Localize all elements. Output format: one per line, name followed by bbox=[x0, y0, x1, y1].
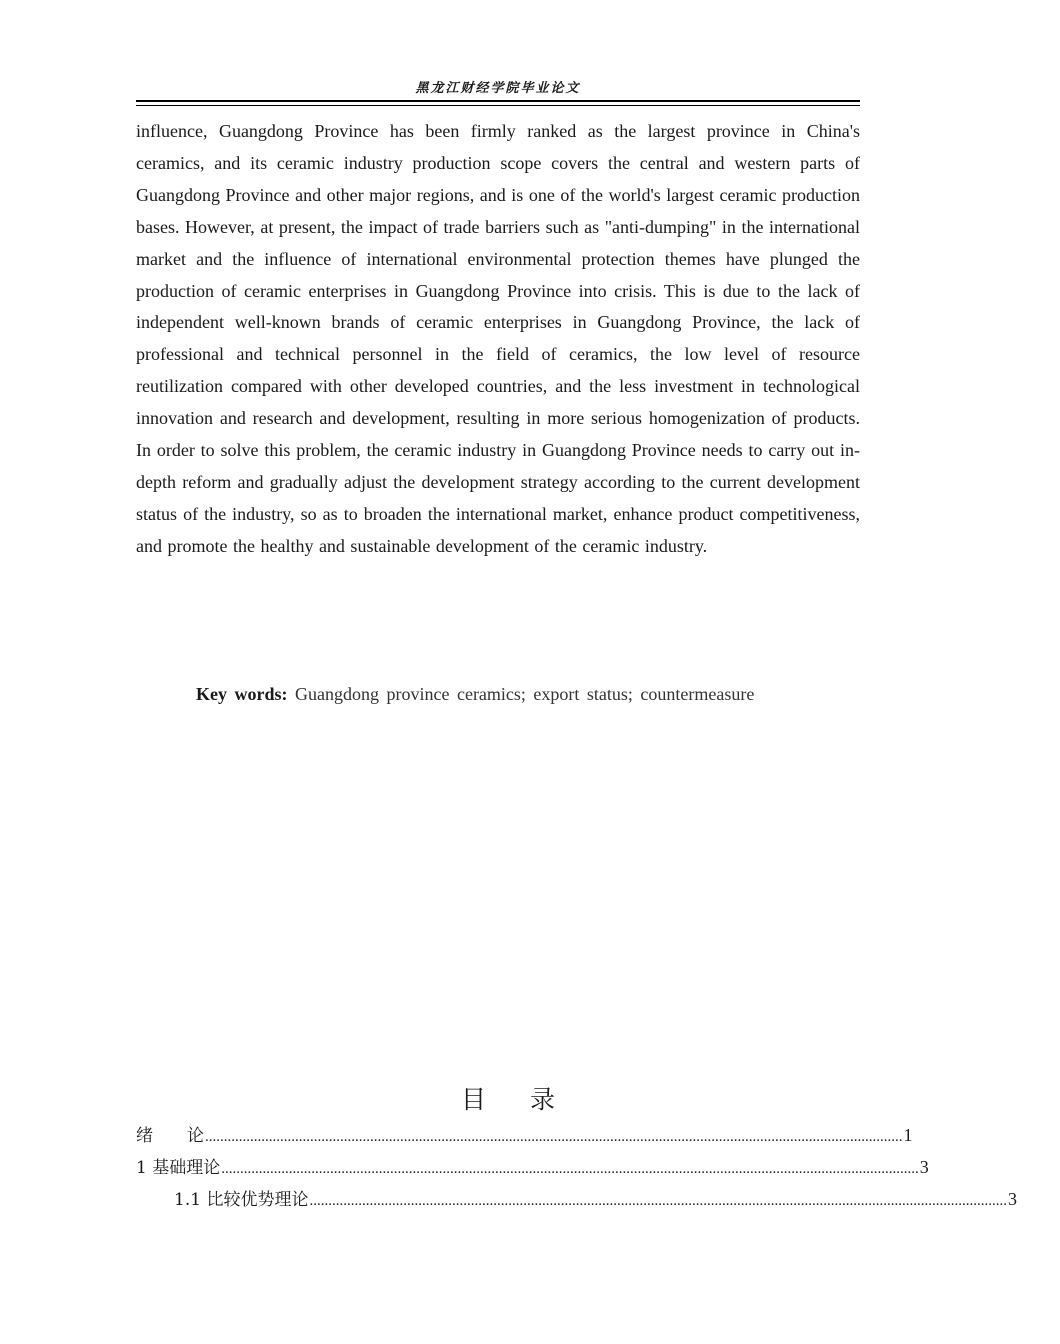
abstract-body: influence, Guangdong Province has been firmly ranked as the largest province in China's ceramics, and its ceramic industry production scope covers the central and western parts of Guangdong Province and other major regions, and is one of the world's largest ceramic production bases. However, at present, the impact of trade barriers such as "anti-dumping" in the international market and the influence of international environmental protection themes have plunged the production of ceramic enterprises in Guangdong Province into crisis. This is due to the lack of independent well-known brands of ceramic enterprises in Guangdong Province, the lack of professional and technical personnel in the field of ceramics, the low level of resource reutilization compared with other developed countries, and the less investment in technological innovation and research and development, resulting in more serious homogenization of products. In order to solve this problem, the ceramic industry in Guangdong Province needs to carry out in-depth reform and gradually adjust the development strategy according to the current development status of the industry, so as to broaden the international market, enhance product competitiveness, and promote the healthy and sustainable development of the ceramic industry. bbox=[136, 121, 860, 556]
header-rule-thick bbox=[136, 100, 860, 102]
header-title: 黑龙江财经学院毕业论文 bbox=[415, 81, 581, 96]
toc-entry-page: 3 bbox=[1007, 1189, 1017, 1209]
toc-entry-page: 1 bbox=[903, 1125, 913, 1145]
toc-dot-leader: .......................................................................................................................................................................................... bbox=[309, 1193, 1007, 1209]
toc-entry-comparative-advantage[interactable] bbox=[174, 1184, 1017, 1214]
toc-entry-label: 绪 论 bbox=[136, 1126, 204, 1146]
page-header bbox=[136, 80, 860, 98]
toc-entry-basic-theory[interactable] bbox=[136, 1152, 929, 1182]
toc-dot-leader: .......................................................................................................................................................................................... bbox=[221, 1161, 919, 1177]
toc-entry-page: 3 bbox=[919, 1157, 929, 1177]
toc-entry-introduction[interactable] bbox=[136, 1120, 913, 1150]
toc-dot-leader: .......................................................................................................................................................................................... bbox=[205, 1129, 903, 1145]
toc-entry-label: 1.1 比较优势理论 bbox=[174, 1190, 309, 1210]
keywords-label: Key words: bbox=[196, 684, 288, 704]
keywords bbox=[196, 679, 754, 709]
keywords-value: Guangdong province ceramics; export status; countermeasure bbox=[295, 684, 755, 704]
header-rule-thin bbox=[136, 105, 860, 106]
toc-entry-label: 1 基础理论 bbox=[136, 1158, 221, 1178]
toc-title: 目录 bbox=[460, 1085, 599, 1114]
